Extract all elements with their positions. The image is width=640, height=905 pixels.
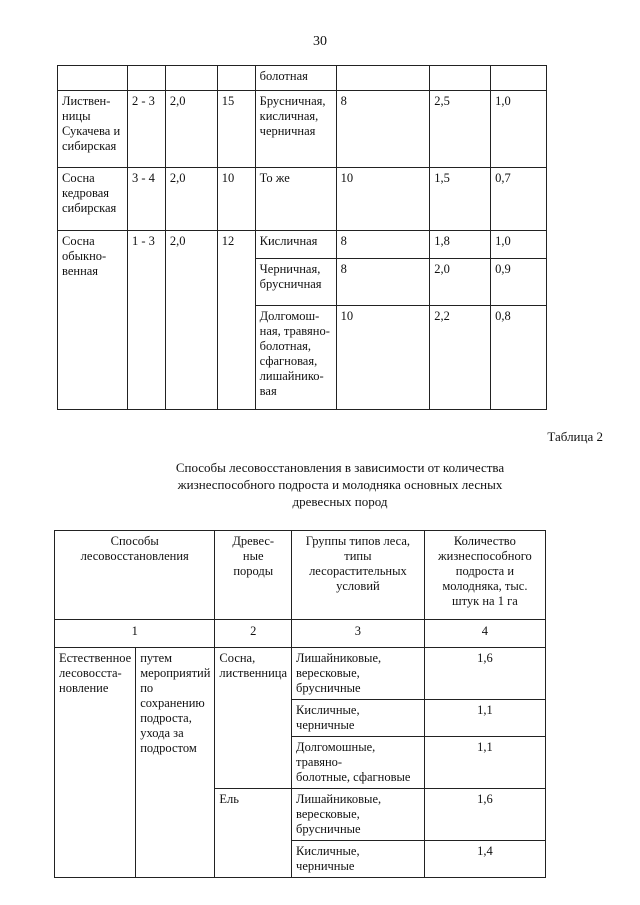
title-line: жизнеспособного подроста и молодняка основных лесных	[177, 477, 503, 492]
value-cell: 0,8	[491, 306, 547, 410]
quantity-cell: 1,6	[424, 648, 545, 700]
table-2	[54, 530, 546, 878]
column-number: 2	[215, 620, 292, 648]
column-number: 4	[424, 620, 545, 648]
height-cell	[165, 66, 217, 91]
submethod-cell: путем мероприятий по сохранению подроста, ухода за подростом	[136, 648, 215, 878]
value-cell: 10	[336, 168, 430, 231]
column-number-row	[55, 620, 546, 648]
method-cell: Естественное лесовосста- новление	[55, 648, 136, 878]
value-cell: 8	[336, 259, 430, 306]
quantity-cell: 1,6	[424, 789, 545, 841]
table-2-title	[130, 459, 550, 510]
value-cell: 0,9	[491, 259, 547, 306]
height-cell: 2,0	[165, 91, 217, 168]
table-2-label: Таблица 2	[547, 429, 603, 444]
height-cell: 2,0	[165, 231, 217, 410]
value-cell: 1,0	[491, 231, 547, 259]
value-cell: 1,0	[491, 91, 547, 168]
title-line: Способы лесовосстановления в зависимости от количества	[175, 460, 505, 475]
number-cell	[217, 66, 255, 91]
header-methods: Способы лесовосстановления	[55, 531, 215, 620]
value-cell: 10	[336, 306, 430, 410]
species-cell: Листвен- ницы Сукачева и сибирская	[58, 91, 128, 168]
forest-type-cell: Черничная, брусничная	[255, 259, 336, 306]
header-quantity: Количество жизнеспособного подроста и молодняка, тыс. штук на 1 га	[424, 531, 545, 620]
age-cell: 2 - 3	[127, 91, 165, 168]
table-row	[58, 168, 547, 231]
species-cell: Сосна обыкно- венная	[58, 231, 128, 410]
header-species: Древес- ные породы	[215, 531, 292, 620]
value-cell: 1,5	[430, 168, 491, 231]
species-cell	[58, 66, 128, 91]
number-cell: 15	[217, 91, 255, 168]
forest-type-cell: болотная	[255, 66, 336, 91]
value-cell: 2,2	[430, 306, 491, 410]
forest-type-cell: Долгомош- ная, травяно- болотная, сфагновая, лишайнико- вая	[255, 306, 336, 410]
value-cell: 2,0	[430, 259, 491, 306]
header-row	[55, 531, 546, 620]
age-cell	[127, 66, 165, 91]
value-cell	[430, 66, 491, 91]
species-cell: Сосна кедровая сибирская	[58, 168, 128, 231]
page-number: 30	[313, 34, 327, 49]
value-cell: 8	[336, 91, 430, 168]
age-cell: 3 - 4	[127, 168, 165, 231]
value-cell: 8	[336, 231, 430, 259]
value-cell	[336, 66, 430, 91]
age-cell: 1 - 3	[127, 231, 165, 410]
forest-type-cell: Лишайниковые, вересковые, брусничные	[292, 648, 425, 700]
table-row	[58, 91, 547, 168]
number-cell: 10	[217, 168, 255, 231]
value-cell	[491, 66, 547, 91]
value-cell: 0,7	[491, 168, 547, 231]
number-cell: 12	[217, 231, 255, 410]
height-cell: 2,0	[165, 168, 217, 231]
forest-type-cell: То же	[255, 168, 336, 231]
header-forest-types: Группы типов леса, типы лесорастительных условий	[292, 531, 425, 620]
forest-type-cell: Лишайниковые, вересковые, брусничные	[292, 789, 425, 841]
forest-type-cell: Кисличная	[255, 231, 336, 259]
value-cell: 1,8	[430, 231, 491, 259]
forest-type-cell: Кисличные, черничные	[292, 700, 425, 737]
column-number: 3	[292, 620, 425, 648]
table-row	[58, 231, 547, 259]
species-cell: Сосна, лиственница	[215, 648, 292, 789]
table-1-continuation	[57, 65, 547, 410]
quantity-cell: 1,1	[424, 737, 545, 789]
species-cell: Ель	[215, 789, 292, 878]
title-line: древесных пород	[292, 494, 388, 509]
table-row	[58, 66, 547, 91]
forest-type-cell: Кисличные, черничные	[292, 841, 425, 878]
value-cell: 2,5	[430, 91, 491, 168]
table-row	[55, 648, 546, 700]
quantity-cell: 1,4	[424, 841, 545, 878]
column-number: 1	[55, 620, 215, 648]
quantity-cell: 1,1	[424, 700, 545, 737]
forest-type-cell: Брусничная, кисличная, черничная	[255, 91, 336, 168]
forest-type-cell: Долгомошные, травяно- болотные, сфагновые	[292, 737, 425, 789]
